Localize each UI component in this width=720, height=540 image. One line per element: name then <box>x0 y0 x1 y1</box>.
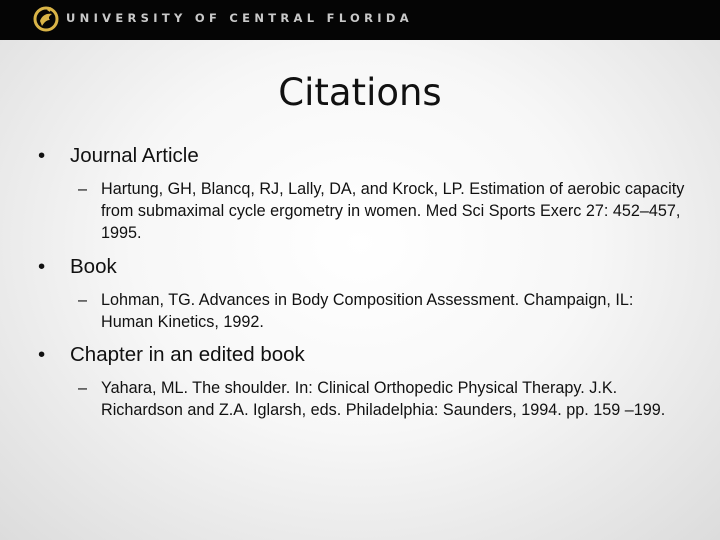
citation-book <box>78 289 688 333</box>
dash-icon: – <box>78 180 88 198</box>
section-heading-label: Chapter in an edited book <box>70 343 305 366</box>
section-heading-book <box>38 255 117 279</box>
citation-text: Yahara, ML. The shoulder. In: Clinical Orthopedic Physical Therapy. J.K. Richardson and Z.A. Iglarsh, eds. Philadelphia: Saunders, 1994. pp. 159 –199. <box>101 379 666 419</box>
bullet-icon: • <box>38 144 46 167</box>
citation-chapter <box>78 377 688 421</box>
citation-text: Lohman, TG. Advances in Body Composition Assessment. Champaign, IL: Human Kinetics, 1992. <box>101 291 634 331</box>
bullet-icon: • <box>38 343 46 366</box>
slide-title: Citations <box>278 71 442 114</box>
section-heading-label: Book <box>70 255 117 278</box>
dash-icon: – <box>78 291 88 309</box>
section-heading-journal <box>38 144 199 168</box>
header-bar <box>0 0 720 40</box>
pegasus-logo-icon <box>33 6 59 32</box>
university-name: UNIVERSITY OF CENTRAL FLORIDA <box>66 11 413 25</box>
section-heading-chapter <box>38 343 305 367</box>
dash-icon: – <box>78 379 88 397</box>
citation-journal <box>78 178 688 244</box>
citation-text: Hartung, GH, Blancq, RJ, Lally, DA, and Krock, LP. Estimation of aerobic capacity from submaximal cycle ergometry in women. Med Sci Sports Exerc 27: 452–457, 1995. <box>101 180 685 242</box>
section-heading-label: Journal Article <box>70 144 199 167</box>
bullet-icon: • <box>38 255 46 278</box>
